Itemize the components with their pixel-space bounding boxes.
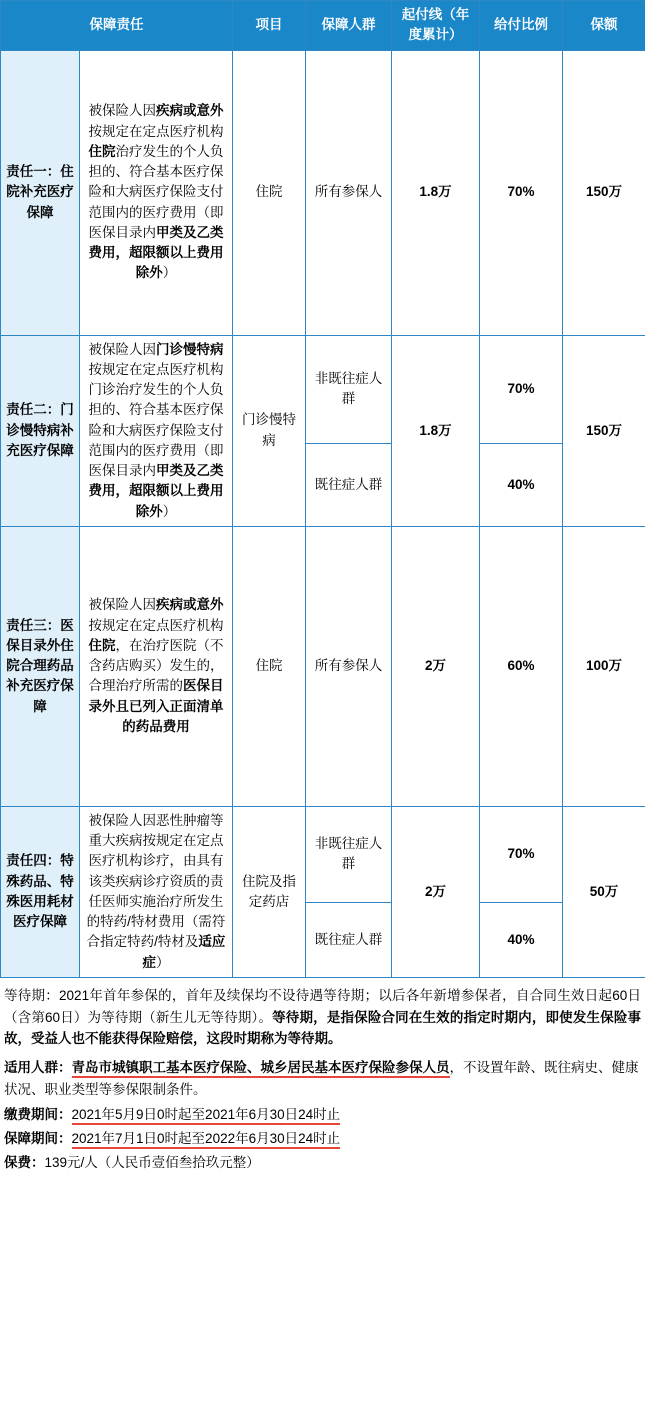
cell-ratio: 70% <box>480 335 563 443</box>
cell-amount: 100万 <box>563 526 645 806</box>
cell-amount: 150万 <box>563 50 645 335</box>
premium-row <box>4 1152 641 1174</box>
table-row <box>1 335 645 443</box>
cell-item: 住院 <box>233 50 306 335</box>
cell-description: 被保险人因恶性肿瘤等重大疾病按规定在定点医疗机构诊疗，由具有该类疾病诊疗资质的责任医师实施治疗所发生的特药/特材费用（需符合指定特药/特材及适应症） <box>80 806 233 977</box>
cell-amount: 50万 <box>563 806 645 977</box>
payment-period-label: 缴费期间： <box>4 1107 72 1123</box>
column-header-responsibility: 保障责任 <box>1 1 233 51</box>
cell-item: 门诊慢特病 <box>233 335 306 526</box>
coverage-period-value: 2021年7月1日0时起至2022年6月30日24时止 <box>72 1131 341 1149</box>
cell-description: 被保险人因门诊慢特病按规定在定点医疗机构门诊治疗发生的个人负担的、符合基本医疗保险和大病医疗保险支付范围内的医疗费用（即医保目录内甲类及乙类费用，超限额以上费用除外） <box>80 335 233 526</box>
applicable-label: 适用人群： <box>4 1060 72 1076</box>
table-row <box>1 806 645 902</box>
table-body <box>1 50 645 977</box>
applicable-population-note <box>4 1057 641 1101</box>
cell-group: 所有参保人 <box>306 50 392 335</box>
cell-group: 非既往症人群 <box>306 335 392 443</box>
notes-section <box>0 978 645 1178</box>
cell-ratio: 40% <box>480 443 563 526</box>
cell-ratio: 40% <box>480 902 563 977</box>
cell-group: 所有参保人 <box>306 526 392 806</box>
payment-period-value: 2021年5月9日0时起至2021年6月30日24时止 <box>72 1107 341 1125</box>
waiting-period-note: 等待期：2021年首年参保的，首年及续保均不设待遇等待期；以后各年新增参保者，自合同生效日起60日（含第60日）为等待期（新生儿无等待期）。等待期，是指保险合同在生效的指定时期内，即使发生保险事故，受益人也不能获得保险赔偿，这段时期称为等待期。 <box>4 987 642 1047</box>
cell-group: 非既往症人群 <box>306 806 392 902</box>
table-header <box>1 1 645 51</box>
column-header-amount: 保额 <box>563 1 645 51</box>
table-row <box>1 526 645 806</box>
cell-item: 住院及指定药店 <box>233 806 306 977</box>
coverage-period-label: 保障期间： <box>4 1130 72 1146</box>
cell-responsibility: 责任二：门诊慢特病补充医疗保障 <box>1 335 80 526</box>
column-header-group: 保障人群 <box>306 1 392 51</box>
cell-deductible: 1.8万 <box>392 50 480 335</box>
cell-amount: 150万 <box>563 335 645 526</box>
premium-value: 139元/人（人民币壹佰叁拾玖元整） <box>44 1154 260 1170</box>
cell-group: 既往症人群 <box>306 902 392 977</box>
cell-responsibility: 责任四：特殊药品、特殊医用耗材医疗保障 <box>1 806 80 977</box>
payment-period-row <box>4 1104 641 1126</box>
cell-ratio: 60% <box>480 526 563 806</box>
cell-description: 被保险人因疾病或意外按规定在定点医疗机构住院，在治疗医院（不含药店购买）发生的，合理治疗所需的医保目录外且已列入正面清单的药品费用 <box>80 526 233 806</box>
coverage-period-row <box>4 1128 641 1150</box>
cell-ratio: 70% <box>480 806 563 902</box>
cell-description: 被保险人因疾病或意外按规定在定点医疗机构住院治疗发生的个人负担的、符合基本医疗保险和大病医疗保险支付范围内的医疗费用（即医保目录内甲类及乙类费用，超限额以上费用除外） <box>80 50 233 335</box>
applicable-highlight: 青岛市城镇职工基本医疗保险、城乡居民基本医疗保险参保人员 <box>72 1060 450 1078</box>
header-row <box>1 1 645 51</box>
cell-group: 既往症人群 <box>306 443 392 526</box>
cell-responsibility: 责任三：医保目录外住院合理药品补充医疗保障 <box>1 526 80 806</box>
cell-deductible: 2万 <box>392 526 480 806</box>
applicable-rest: ，不设置年龄、既往病史、健康状况、职业类型等参保限制条件。 <box>4 1060 639 1098</box>
table-row <box>1 50 645 335</box>
cell-deductible: 1.8万 <box>392 335 480 526</box>
column-header-ratio: 给付比例 <box>480 1 563 51</box>
column-header-item: 项目 <box>233 1 306 51</box>
cell-item: 住院 <box>233 526 306 806</box>
cell-ratio: 70% <box>480 50 563 335</box>
cell-deductible: 2万 <box>392 806 480 977</box>
cell-responsibility: 责任一：住院补充医疗保障 <box>1 50 80 335</box>
premium-label: 保费： <box>4 1154 45 1170</box>
column-header-deductible: 起付线（年度累计） <box>392 1 480 51</box>
